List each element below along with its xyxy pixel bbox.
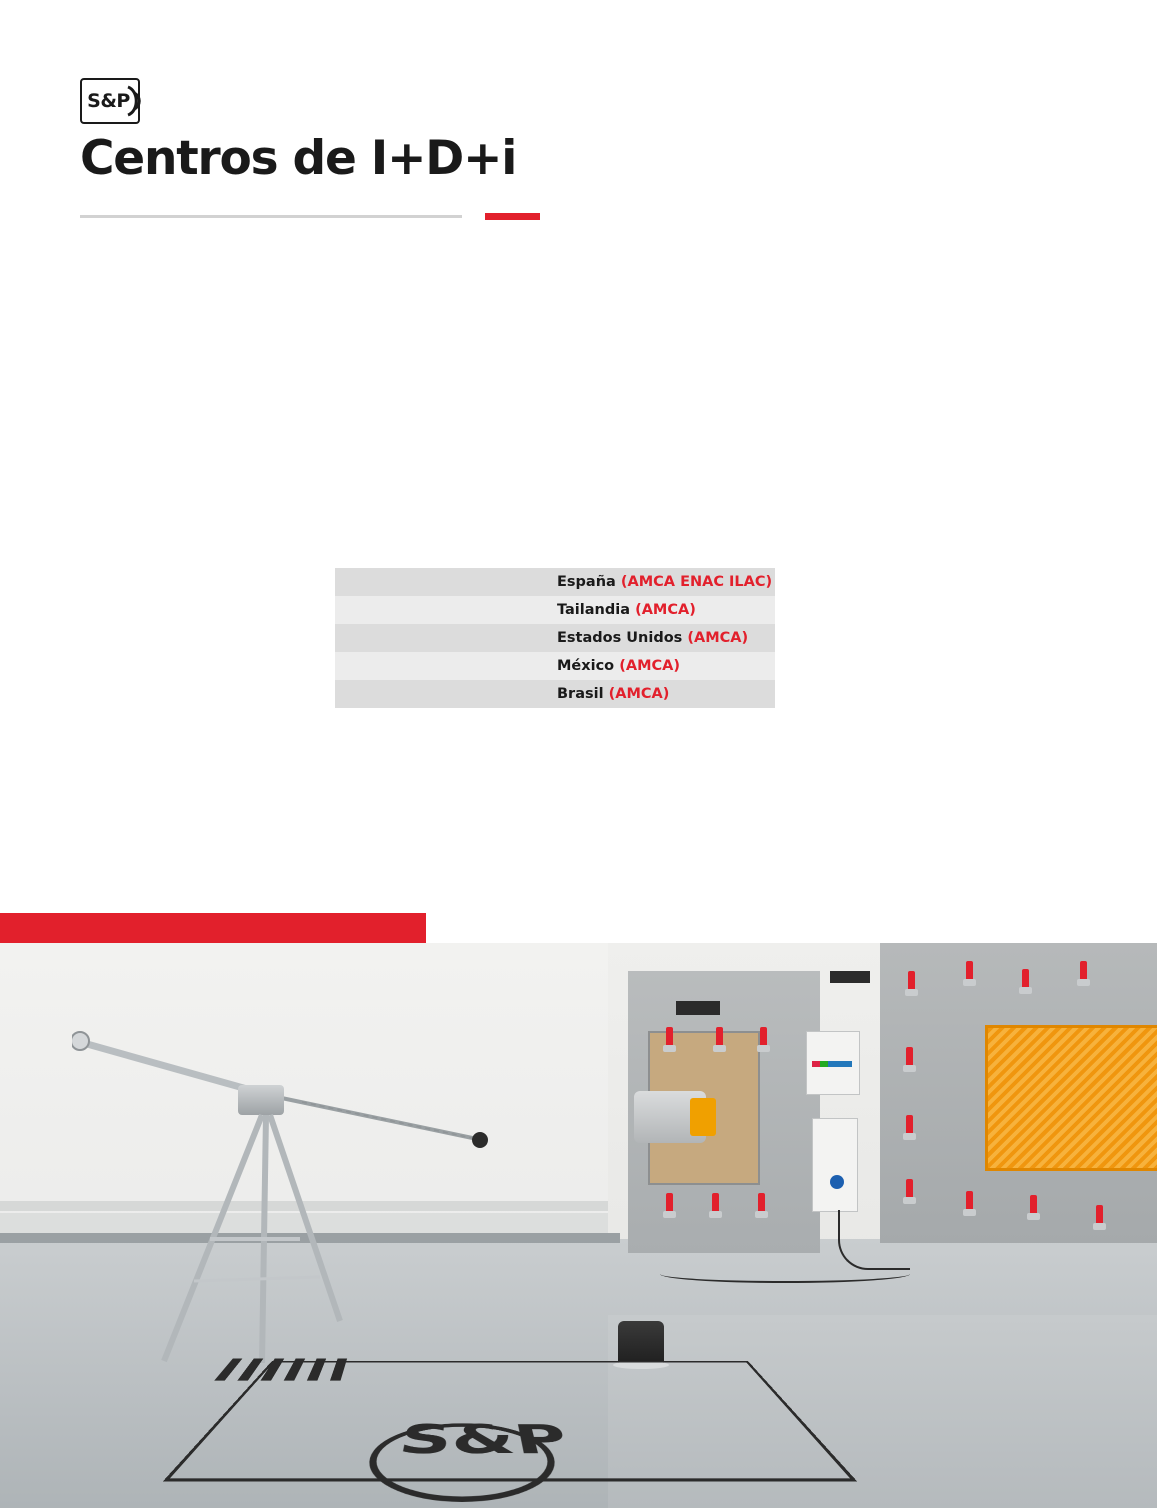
cabinet-blue-button bbox=[830, 1175, 844, 1189]
table-row bbox=[335, 680, 775, 708]
tripod-legs bbox=[150, 1111, 380, 1371]
country-label: España bbox=[557, 574, 616, 590]
photo-red-accent-bar bbox=[0, 913, 426, 943]
panel-sign bbox=[676, 1001, 720, 1015]
floor-cable bbox=[660, 1265, 910, 1283]
row-spacer-cell bbox=[335, 596, 557, 624]
clamp-icon bbox=[1096, 1205, 1103, 1225]
clamp-icon bbox=[906, 1115, 913, 1135]
title-accent-bar bbox=[485, 213, 540, 220]
sp-logo-arc-icon bbox=[125, 84, 147, 118]
orange-grille bbox=[985, 1025, 1157, 1171]
clamp-icon bbox=[758, 1193, 765, 1213]
clamp-icon bbox=[906, 1047, 913, 1067]
table-row bbox=[335, 624, 775, 652]
accreditation-label: (AMCA ENAC ILAC) bbox=[620, 574, 773, 590]
title-underline bbox=[80, 215, 462, 218]
accreditation-label: (AMCA) bbox=[619, 658, 680, 674]
row-spacer-cell bbox=[335, 568, 557, 596]
row-label-cell bbox=[557, 568, 775, 596]
clamp-icon bbox=[966, 961, 973, 981]
fan-label-plate bbox=[690, 1098, 716, 1136]
clamp-icon bbox=[712, 1193, 719, 1213]
row-spacer-cell bbox=[335, 624, 557, 652]
row-label-cell bbox=[557, 680, 775, 708]
laboratory-photo bbox=[0, 943, 1157, 1508]
sp-logo-text: S&P bbox=[87, 89, 130, 112]
clamp-icon bbox=[1080, 961, 1087, 981]
accreditation-table bbox=[335, 568, 775, 708]
clamp-icon bbox=[908, 971, 915, 991]
control-cabinet-lower bbox=[812, 1118, 858, 1212]
clamp-icon bbox=[760, 1027, 767, 1047]
accreditation-table-body bbox=[335, 568, 775, 708]
country-label: México bbox=[557, 658, 615, 674]
clamp-icon bbox=[666, 1193, 673, 1213]
clamp-icon bbox=[1030, 1195, 1037, 1215]
row-label-cell bbox=[557, 596, 775, 624]
page-title: Centros de I+D+i bbox=[80, 131, 517, 186]
clamp-icon bbox=[716, 1027, 723, 1047]
wall-sign bbox=[830, 971, 870, 983]
floor-logo-text: S&P bbox=[394, 1417, 577, 1465]
photo-band bbox=[0, 913, 1157, 1508]
accreditation-label: (AMCA) bbox=[608, 686, 670, 702]
floor-microphone bbox=[618, 1321, 664, 1365]
cabinet-indicator-lights bbox=[812, 1061, 852, 1067]
row-label-cell bbox=[557, 652, 775, 680]
clamp-icon bbox=[666, 1027, 673, 1047]
sp-logo bbox=[80, 78, 140, 124]
row-spacer-cell bbox=[335, 652, 557, 680]
country-label: Brasil bbox=[557, 686, 604, 702]
page-header bbox=[80, 78, 720, 218]
table-row bbox=[335, 568, 775, 596]
clamp-icon bbox=[1022, 969, 1029, 989]
country-label: Tailandia bbox=[557, 602, 630, 618]
accreditation-label: (AMCA) bbox=[635, 602, 696, 618]
accreditation-label: (AMCA) bbox=[687, 630, 749, 646]
table-row bbox=[335, 652, 775, 680]
clamp-icon bbox=[906, 1179, 913, 1199]
country-label: Estados Unidos bbox=[557, 630, 683, 646]
table-row bbox=[335, 596, 775, 624]
clamp-icon bbox=[966, 1191, 973, 1211]
row-label-cell bbox=[557, 624, 775, 652]
row-spacer-cell bbox=[335, 680, 557, 708]
power-cable bbox=[838, 1210, 910, 1270]
